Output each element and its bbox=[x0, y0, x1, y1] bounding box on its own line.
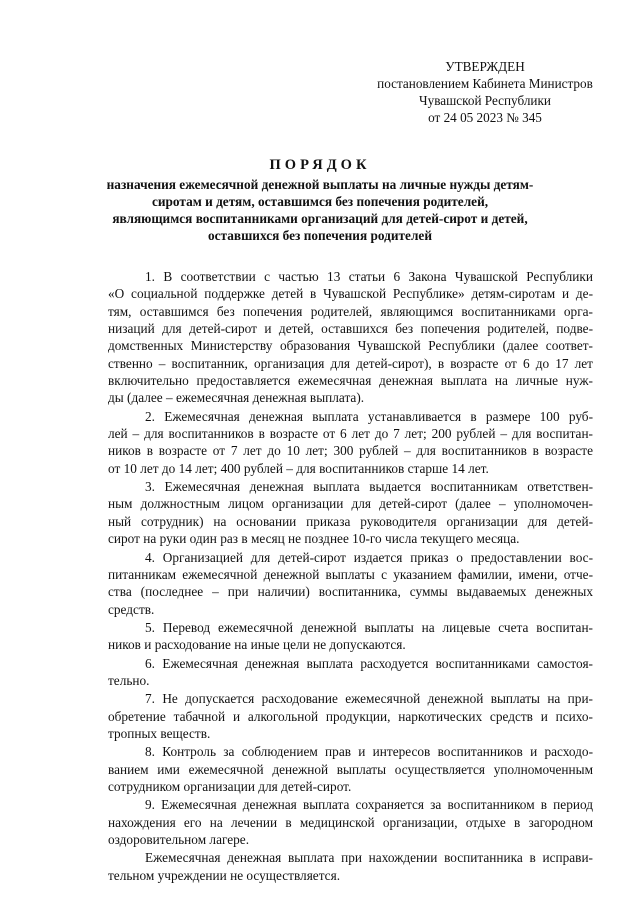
subtitle-line: оставшихся без попечения родителей bbox=[208, 228, 432, 243]
paragraph bbox=[108, 690, 593, 742]
paragraph-line: средств. bbox=[108, 601, 155, 617]
paragraph-line: сотрудником организации для детей-сирот. bbox=[108, 778, 352, 794]
approval-date: от 24 05 2023 № 345 bbox=[428, 110, 542, 125]
paragraph-line: домственных Министерству образования Чувашской Республики (далее соответ- bbox=[108, 338, 593, 354]
paragraph-line: обретение табачной и алкогольной продукции, наркотических средств и психо- bbox=[108, 708, 593, 724]
paragraph-line: «О социальной поддержке детей в Чувашской Республике» детям-сиротам и де- bbox=[108, 286, 593, 302]
paragraph-line: ственно – воспитанник, организация для детей-сирот), в возрасте от 6 до 17 лет bbox=[108, 355, 593, 371]
paragraph-line: 6. Ежемесячная денежная выплата расходуется воспитанниками самостоя- bbox=[145, 655, 593, 671]
paragraph-line: 8. Контроль за соблюдением прав и интересов воспитанников и расходо- bbox=[145, 744, 593, 760]
paragraph bbox=[108, 655, 593, 690]
paragraph-line: нахождения его на лечении в медицинской организации, отдыхе в загородном bbox=[108, 814, 593, 830]
paragraph-line: ванием ими ежемесячной денежной выплаты осуществляется уполномоченным bbox=[108, 761, 593, 777]
subtitle-line: сиротам и детям, оставшимся без попечения родителей, bbox=[151, 194, 489, 209]
paragraph-line: 5. Перевод ежемесячной денежной выплаты на лицевые счета воспитан- bbox=[145, 619, 593, 635]
approval-stamp bbox=[360, 58, 610, 126]
document-title: ПОРЯДОК bbox=[269, 157, 371, 173]
paragraph-line: тям, оставшимся без попечения родителей, являющимся воспитанниками орга- bbox=[108, 303, 593, 319]
approval-line: постановлением Кабинета Министров bbox=[377, 76, 593, 91]
paragraph-line: ства (последнее – при наличии) воспитанника, суммы выдаваемых денежных bbox=[108, 584, 593, 600]
paragraph-line: лей – для воспитанников в возрасте от 6 лет до 7 лет; 200 рублей – для воспитан- bbox=[108, 426, 593, 442]
document-body bbox=[108, 268, 593, 885]
paragraph-line: 2. Ежемесячная денежная выплата устанавливается в размере 100 руб- bbox=[145, 408, 593, 424]
approval-heading: УТВЕРЖДЕН bbox=[445, 59, 525, 74]
paragraph-line: ников и расходование на иные цели не допускаются. bbox=[108, 637, 406, 653]
paragraph bbox=[108, 478, 593, 547]
paragraph-line: 9. Ежемесячная денежная выплата сохраняется за воспитанником в период bbox=[145, 797, 593, 813]
paragraph-line: 3. Ежемесячная денежная выплата выдается воспитанникам ответствен- bbox=[145, 479, 593, 495]
paragraph-line: ный сотрудник) на основании приказа руководителя организации для детей- bbox=[108, 513, 593, 529]
paragraph-line: питанникам ежемесячной денежной выплаты с указанием фамилии, имени, отче- bbox=[108, 566, 593, 582]
paragraph-line: ды (далее – ежемесячная денежная выплата). bbox=[108, 390, 365, 406]
paragraph bbox=[108, 849, 593, 884]
paragraph-line: тропных веществ. bbox=[108, 725, 211, 741]
subtitle-line: являющимся воспитанниками организаций для детей-сирот и детей, bbox=[112, 211, 528, 226]
paragraph-line: тельном учреждении не осуществляется. bbox=[108, 867, 341, 883]
paragraph-line: сирот на руки один раз в месяц не позднее 10-го числа текущего месяца. bbox=[108, 531, 520, 547]
paragraph-line: низаций для детей-сирот и детей, оставшихся без попечения родителей, подве- bbox=[108, 321, 593, 337]
paragraph-line: ным должностным лицом организации для детей-сирот (далее – уполномочен- bbox=[108, 496, 593, 512]
approval-line: Чувашской Республики bbox=[419, 93, 551, 108]
paragraph-line: тельно. bbox=[108, 672, 150, 688]
paragraph-line: 1. В соответствии с частью 13 статьи 6 Закона Чувашской Республики bbox=[145, 269, 593, 284]
paragraph bbox=[108, 268, 593, 407]
paragraph-line: Ежемесячная денежная выплата при нахождении воспитанника в исправи- bbox=[145, 850, 593, 866]
paragraph-line: включительно предоставляется ежемесячная денежная выплата на личные нуж- bbox=[108, 373, 593, 389]
document-subtitle bbox=[88, 176, 552, 244]
paragraph bbox=[108, 743, 593, 795]
paragraph-line: ников в возрасте от 7 лет до 10 лет; 300 рублей – для воспитанников в возрасте bbox=[108, 443, 593, 459]
paragraph bbox=[108, 619, 593, 654]
paragraph bbox=[108, 408, 593, 477]
subtitle-line: назначения ежемесячной денежной выплаты на личные нужды детям- bbox=[106, 177, 534, 192]
paragraph-line: 4. Организацией для детей-сирот издается приказ о предоставлении вос- bbox=[145, 549, 593, 565]
paragraph bbox=[108, 549, 593, 618]
paragraph-line: оздоровительном лагере. bbox=[108, 832, 250, 847]
paragraph bbox=[108, 796, 593, 848]
paragraph-line: от 10 лет до 14 лет; 400 рублей – для воспитанников старше 14 лет. bbox=[108, 460, 489, 476]
paragraph-line: 7. Не допускается расходование ежемесячной денежной выплаты на при- bbox=[145, 691, 593, 707]
